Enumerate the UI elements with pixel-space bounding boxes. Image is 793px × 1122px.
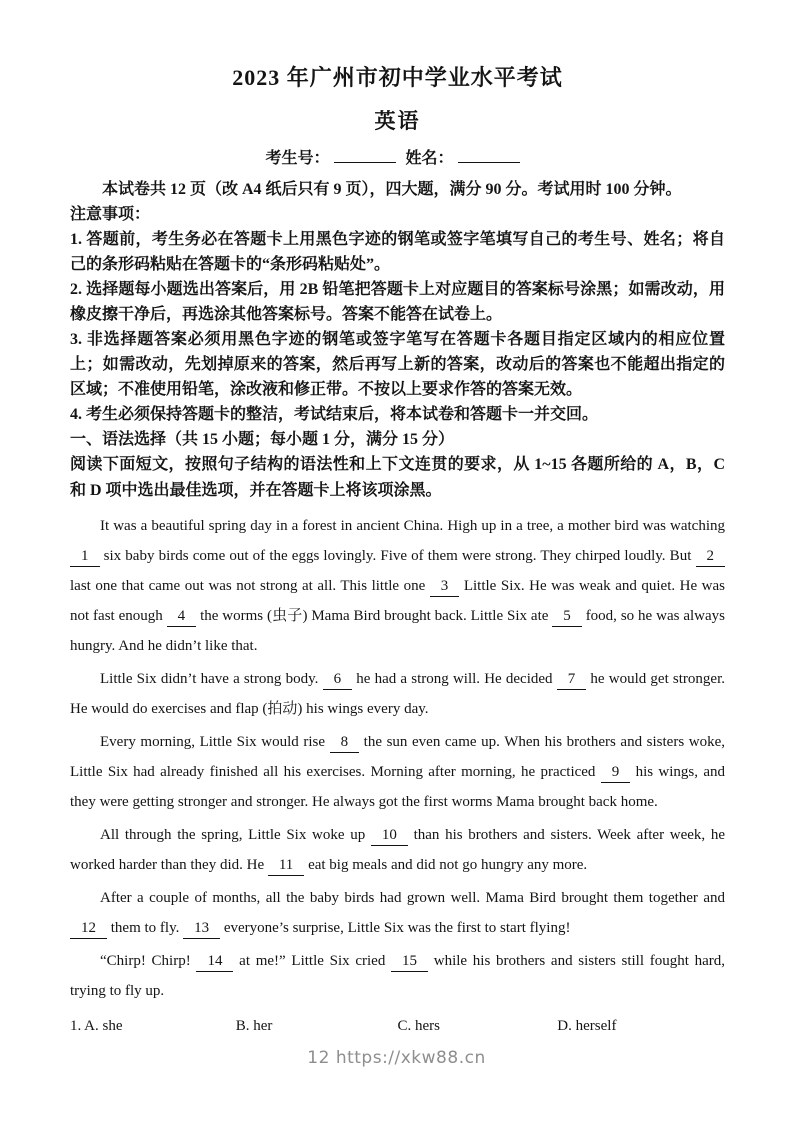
note-item-3: 3. 非选择题答案必须用黑色字迹的钢笔或签字笔写在答题卡各题目指定区域内的相应位置上；如需改动，先划掉原来的答案，然后再写上新的答案，改动后的答案也不能超出指定的区域；不准使用铅笔，涂改液和修正带。不按以上要求作答的答案无效。 <box>70 331 725 398</box>
question-row <box>70 1016 725 1036</box>
passage-paragraph-1: It was a beautiful spring day in a forest in ancient China. High up in a tree, a mother bird was watching 1 six baby birds come out of the eggs lovingly. Five of them were strong. They chirped loudly. But 2 last one that came out was not strong at all. This little one 3 Little Six. He was weak and quiet. He was not fast enough 4 the worms (虫子) Mama Bird brought back. Little Six ate 5 food, so he was always hungry. And he didn’t like that. <box>70 518 725 654</box>
blank-14: 14 <box>196 952 233 972</box>
note-item-4: 4. 考生必须保持答题卡的整洁，考试结束后，将本试卷和答题卡一并交回。 <box>70 406 599 423</box>
name-label: 姓名： <box>405 150 454 167</box>
page-title: 2023 年广州市初中学业水平考试 <box>232 65 563 90</box>
blank-10: 10 <box>371 826 408 846</box>
footer-page-number: 12 <box>307 1048 330 1068</box>
blank-5: 5 <box>552 607 582 627</box>
candidate-number-label: 考生号： <box>265 150 330 167</box>
subject-title: 英语 <box>374 109 421 133</box>
blank-11: 11 <box>268 856 304 876</box>
blank-12: 12 <box>70 919 107 939</box>
question-1-option-C: C. hers <box>397 1018 440 1034</box>
section-one-instructions: 阅读下面短文，按照句子结构的语法性和上下文连贯的要求，从 1~15 各题所给的 A，B，C 和 D 项中选出最佳选项，并在答题卡上将该项涂黑。 <box>70 456 725 499</box>
passage-paragraph-6: “Chirp! Chirp! 14 at me!” Little Six cried 15 while his brothers and sisters still fought hard, trying to fly up. <box>70 953 726 999</box>
blank-3: 3 <box>430 577 460 597</box>
blank-15: 15 <box>391 952 428 972</box>
question-1-option-B: B. her <box>235 1018 273 1034</box>
passage-paragraph-2: Little Six didn’t have a strong body. 6 he had a strong will. He decided 7 he would get stronger. He would do exercises and flap (拍动) his wings every day. <box>70 671 725 717</box>
page-footer <box>0 1048 793 1068</box>
footer-url: https://xkw88.cn <box>335 1048 486 1068</box>
notes-list <box>70 227 725 427</box>
passage-paragraph-4: All through the spring, Little Six woke up 10 than his brothers and sisters. Week after week, he worked harder than they did. He 11 eat big meals and did not go hungry any more. <box>70 820 725 880</box>
note-item-1: 1. 答题前，考生务必在答题卡上用黑色字迹的钢笔或签字笔填写自己的考生号、姓名；将自己的条形码粘贴在答题卡的“条形码粘贴处”。 <box>70 231 725 273</box>
section-one-heading: 一、语法选择（共 15 小题；每小题 1 分，满分 15 分） <box>70 431 455 448</box>
exam-info: 本试卷共 12 页（改 A4 纸后只有 9 页），四大题，满分 90 分。考试用时 100 分钟。 <box>102 181 682 198</box>
blank-1: 1 <box>70 547 100 567</box>
passage-paragraph-3: Every morning, Little Six would rise 8 the sun even came up. When his brothers and sisters woke, Little Six had already finished all his exercises. Morning after morning, he practiced 9 his wings, and they were getting stronger and stronger. He always got the first worms Mama brought back home. <box>70 734 725 810</box>
blank-8: 8 <box>330 733 360 753</box>
passage-paragraph-5: After a couple of months, all the baby birds had grown well. Mama Bird brought them together and 12 them to fly. 13 everyone’s surprise, Little Six was the first to start flying! <box>70 883 725 943</box>
name-blank <box>458 148 520 163</box>
note-item-2: 2. 选择题每小题选出答案后，用 2B 铅笔把答题卡上对应题目的答案标号涂黑；如需改动，用橡皮擦干净后，再选涂其他答案标号。答案不能答在试卷上。 <box>70 281 725 323</box>
question-1-option-A: 1. A. she <box>70 1018 123 1034</box>
blank-9: 9 <box>601 763 631 783</box>
notes-heading: 注意事项： <box>70 206 151 223</box>
blank-4: 4 <box>167 607 197 627</box>
blank-7: 7 <box>557 670 587 690</box>
blank-13: 13 <box>183 919 220 939</box>
passage <box>70 511 725 1006</box>
blank-6: 6 <box>323 670 353 690</box>
candidate-number-blank <box>334 148 396 163</box>
blank-2: 2 <box>696 547 726 567</box>
candidate-info-line <box>70 148 725 170</box>
question-1-option-D: D. herself <box>557 1018 617 1034</box>
